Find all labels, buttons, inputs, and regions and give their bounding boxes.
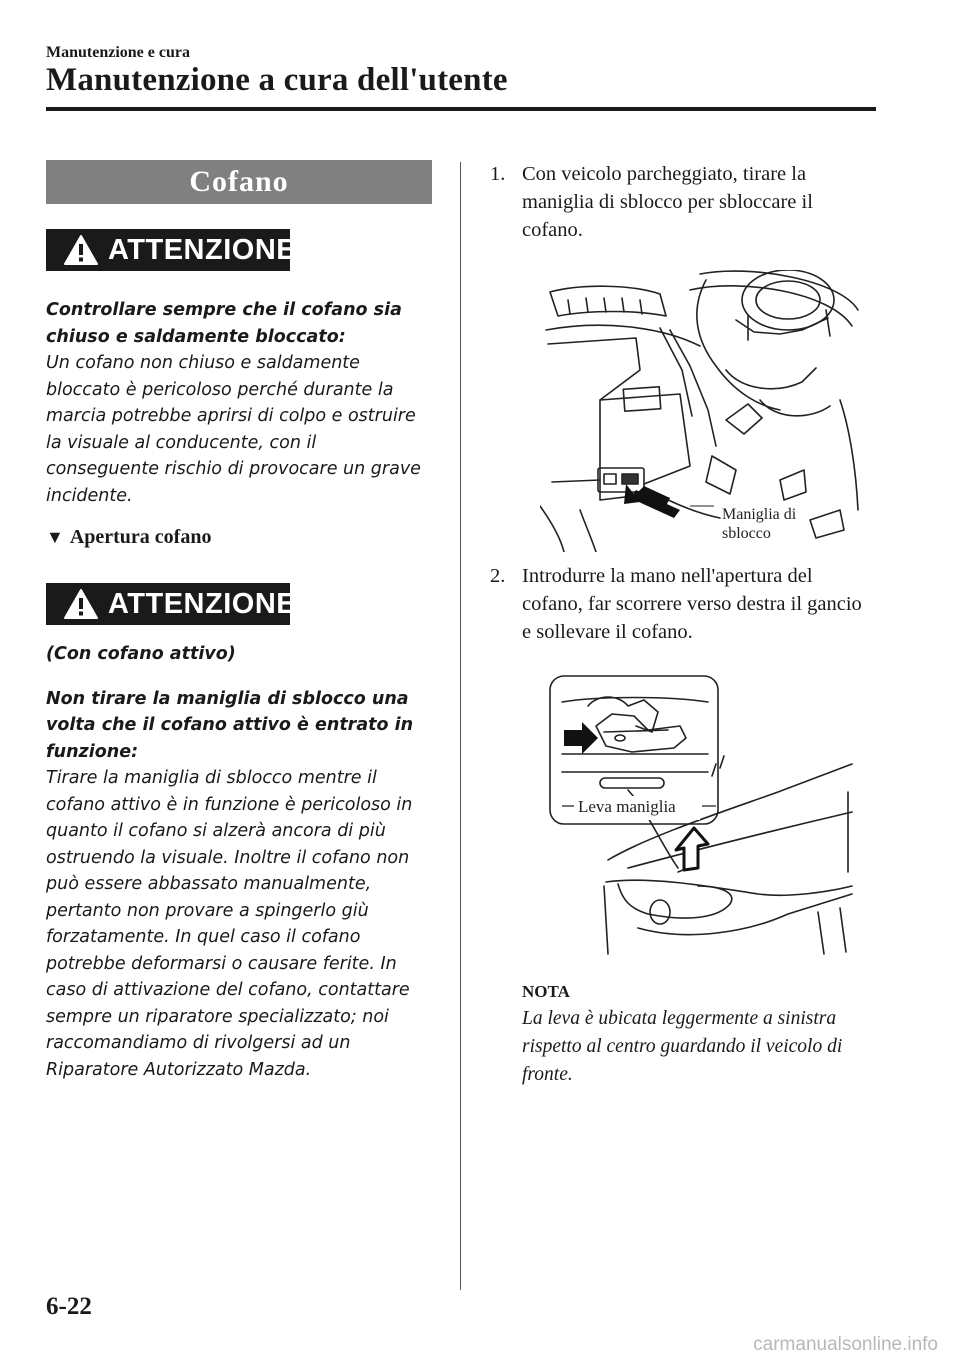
section-banner: Cofano <box>46 160 432 204</box>
step-2 <box>490 562 870 646</box>
warning-label: ATTENZIONE <box>108 587 297 620</box>
warning-badge-1 <box>46 229 297 271</box>
figure2-label: Leva maniglia <box>578 797 676 816</box>
figure-release-handle <box>540 270 860 552</box>
figure1-label <box>722 505 796 543</box>
warning-body: Un cofano non chiuso e saldamente bloccato è pericoloso perché durante la marcia potrebbe aprirsi di colpo e ostruire la visuale al conducente, con il conseguente rischio di provocare un grave incidente. <box>46 353 421 506</box>
figure1-label-line2: sblocco <box>722 525 771 542</box>
figure2-label-rule <box>560 798 720 814</box>
step-text: Con veicolo parcheggiato, tirare la maniglia di sblocco per sbloccare il cofano. <box>522 163 813 241</box>
note-heading: NOTA <box>522 982 570 1001</box>
warning-condition: (Con cofano attivo) <box>46 644 236 664</box>
column-divider <box>460 162 461 1290</box>
header-rule <box>46 107 876 111</box>
page-title: Manutenzione a cura dell'utente <box>46 62 508 98</box>
warning-lead: Non tirare la maniglia di sblocco una volta che il cofano attivo è entrato in funzione: <box>46 688 414 762</box>
step-number: 1. <box>490 163 506 185</box>
subheading <box>46 526 211 549</box>
warning-triangle-icon <box>64 589 98 619</box>
header-section-label: Manutenzione e cura <box>46 44 190 61</box>
subheading-text: Apertura cofano <box>69 526 212 548</box>
warning-badge-2 <box>46 583 297 625</box>
warning-triangle-icon <box>64 235 98 265</box>
step-1 <box>490 160 870 244</box>
page-number: 6-22 <box>46 1293 92 1320</box>
warning-body: Tirare la maniglia di sblocco mentre il cofano attivo è in funzione è pericoloso in quanto il cofano si alzerà ancora di più ostruendo la visuale. Inoltre il cofano non può essere abbassato manualmente, pertanto non provare a spingerlo giù forzatamente. In quel caso il cofano potrebbe deformarsi o causare ferite. In caso di attivazione del cofano, contattare sempre un riparatore specializzato; noi raccomandiamo di rivolgersi ad un Riparatore Autorizzato Mazda. <box>46 768 413 1080</box>
figure1-label-line1: Maniglia di <box>722 506 797 523</box>
warning-lead: Controllare sempre che il cofano sia chiuso e saldamente bloccato: <box>46 300 402 347</box>
warning-label: ATTENZIONE <box>108 233 297 266</box>
note-text: La leva è ubicata leggermente a sinistra rispetto al centro guardando il veicolo di fronte. <box>522 1008 843 1085</box>
step-text: Introdurre la mano nell'apertura del cofano, far scorrere verso destra il gancio e sollevare il cofano. <box>522 565 862 643</box>
step-number: 2. <box>490 565 506 587</box>
triangle-down-icon: ▼ <box>46 527 64 547</box>
warning-text-2 <box>46 641 432 1083</box>
watermark: carmanualsonline.info <box>753 1334 938 1355</box>
warning-text-1 <box>46 297 432 509</box>
